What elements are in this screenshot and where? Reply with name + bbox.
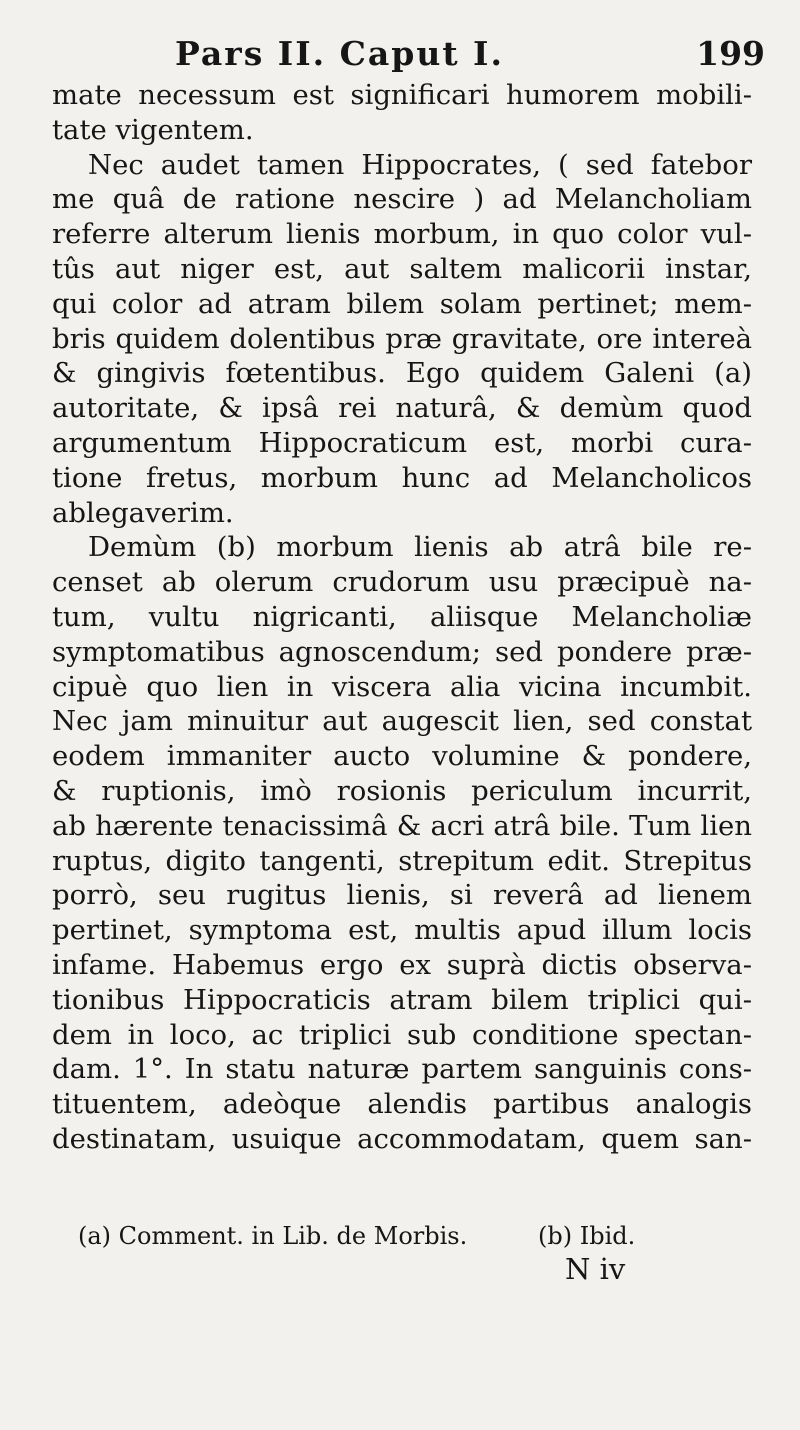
text-line: mate necessum est significari humorem mobili- — [52, 79, 752, 111]
text-line: Demùm (b) morbum lienis ab atrâ bile re- — [88, 531, 752, 564]
text-line: tate vigentem. — [52, 113, 254, 146]
text-line: tûs aut niger est, aut saltem malicorii instar, — [52, 252, 752, 285]
text-line: autoritate, & ipsâ rei naturâ, & demùm quod — [52, 392, 752, 425]
text-line: Nec jam minuitur aut augescit lien, sed constat — [52, 705, 752, 738]
text-line: bris quidem dolentibus præ gravitate, ore intereà — [52, 322, 752, 355]
body-text — [52, 78, 752, 1157]
running-header — [175, 30, 765, 80]
text-line: tione fretus, morbum hunc ad Melancholicos — [52, 461, 752, 494]
signature-mark: N iv — [565, 1252, 626, 1286]
text-line: symptomatibus agnoscendum; sed pondere præ- — [52, 635, 752, 668]
text-line: tionibus Hippocraticis atram bilem triplici qui- — [52, 983, 752, 1016]
footnote-b: (b) Ibid. — [538, 1222, 636, 1250]
text-line: referre alterum lienis morbum, in quo color vul- — [52, 218, 752, 251]
text-line: argumentum Hippocraticum est, morbi cura- — [52, 426, 752, 459]
text-line: qui color ad atram bilem solam pertinet; mem- — [52, 287, 752, 320]
text-line: ablegaverim. — [52, 496, 234, 529]
text-line: dam. 1°. In statu naturæ partem sanguinis cons- — [52, 1053, 752, 1086]
text-line: destinatam, usuique accommodatam, quem san- — [52, 1122, 752, 1155]
text-line: & gingivis fœtentibus. Ego quidem Galeni (a) — [52, 357, 752, 390]
text-line: tum, vultu nigricanti, aliisque Melancholiæ — [52, 600, 752, 633]
text-line: ab hærente tenacissimâ & acri atrâ bile. Tum lien — [52, 809, 752, 842]
text-line: censet ab olerum crudorum usu præcipuè na- — [52, 566, 752, 599]
text-line: Nec audet tamen Hippocrates, ( sed fatebor — [88, 148, 752, 181]
running-title: Pars II. Caput I. — [175, 34, 504, 73]
text-line: infame. Habemus ergo ex suprà dictis observa- — [52, 948, 752, 981]
text-line: porrò, seu rugitus lienis, si reverâ ad lienem — [52, 879, 752, 912]
text-line: ruptus, digito tangenti, strepitum edit. Strepitus — [52, 844, 752, 877]
text-line: eodem immaniter aucto volumine & pondere, — [52, 740, 752, 773]
text-line: tituentem, adeòque alendis partibus analogis — [52, 1088, 752, 1121]
text-line: me quâ de ratione nescire ) ad Melancholiam — [52, 183, 752, 216]
text-line: cipuè quo lien in viscera alia vicina incumbit. — [52, 670, 752, 703]
text-line: & ruptionis, imò rosionis periculum incurrit, — [52, 774, 752, 807]
page-number: 199 — [696, 34, 765, 73]
text-line: pertinet, symptoma est, multis apud illum locis — [52, 914, 752, 947]
footnote-a: (a) Comment. in Lib. de Morbis. — [78, 1222, 468, 1250]
text-line: dem in loco, ac triplici sub conditione spectan- — [52, 1018, 752, 1051]
